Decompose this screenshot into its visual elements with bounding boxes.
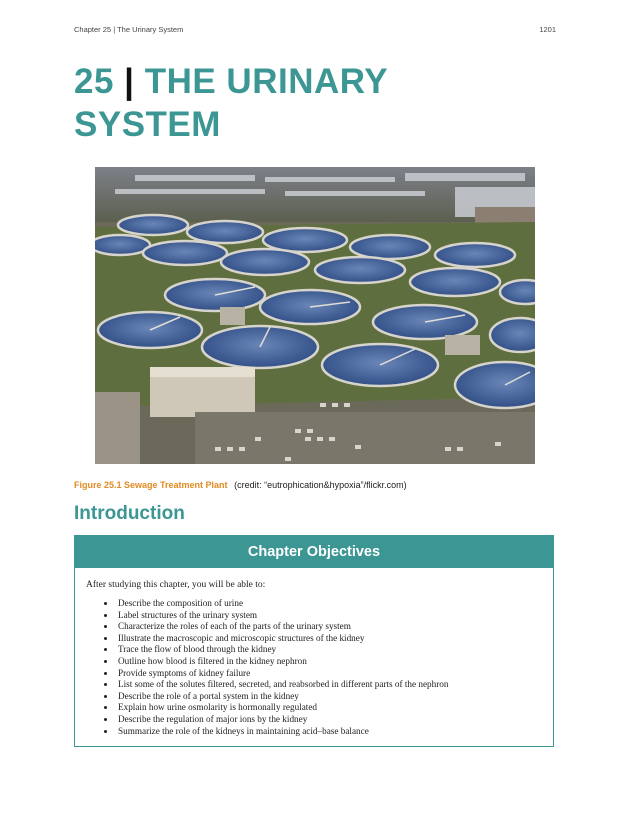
aerial-photo-illustration — [95, 167, 535, 464]
objective-item: • Summarize the role of the kidneys in maintaining acid–base balance — [116, 726, 553, 738]
objective-item: • Label structures of the urinary system — [116, 610, 553, 622]
objective-item: • Provide symptoms of kidney failure — [116, 668, 553, 680]
running-header — [74, 25, 556, 37]
objective-item: • Trace the flow of blood through the kidney — [116, 644, 553, 656]
title-separator: | — [124, 62, 135, 101]
figure-label: Figure 25.1 Sewage Treatment Plant — [74, 480, 228, 490]
objective-item: • Characterize the roles of each of the parts of the urinary system — [116, 621, 553, 633]
chapter-title — [74, 60, 554, 146]
objective-item: • Describe the composition of urine — [116, 598, 553, 610]
objective-item: • Describe the role of a portal system in the kidney — [116, 691, 553, 703]
page-number: 1201 — [539, 25, 556, 34]
running-header-chapter: Chapter 25 | The Urinary System — [74, 25, 184, 34]
objectives-header: Chapter Objectives — [75, 536, 553, 568]
chapter-title-line2: SYSTEM — [74, 105, 221, 144]
objective-item: • Explain how urine osmolarity is hormonally regulated — [116, 702, 553, 714]
figure-caption — [74, 480, 407, 490]
objective-item: • Outline how blood is filtered in the kidney nephron — [116, 656, 553, 668]
objective-item: • Illustrate the macroscopic and microscopic structures of the kidney — [116, 633, 553, 645]
sewage-plant-photo — [95, 167, 535, 464]
section-heading: Introduction — [74, 503, 185, 524]
chapter-number: 25 — [74, 62, 114, 101]
objectives-intro: After studying this chapter, you will be able to: — [86, 580, 266, 590]
objective-item: • Describe the regulation of major ions by the kidney — [116, 714, 553, 726]
chapter-title-line1: THE URINARY — [144, 62, 389, 101]
chapter-objectives-box — [74, 535, 554, 747]
figure-credit: (credit: “eutrophication&hypoxia”/flickr.com) — [234, 480, 407, 490]
objectives-list — [75, 598, 553, 737]
objective-item: • List some of the solutes filtered, secreted, and reabsorbed in different parts of the nephron — [116, 679, 553, 691]
